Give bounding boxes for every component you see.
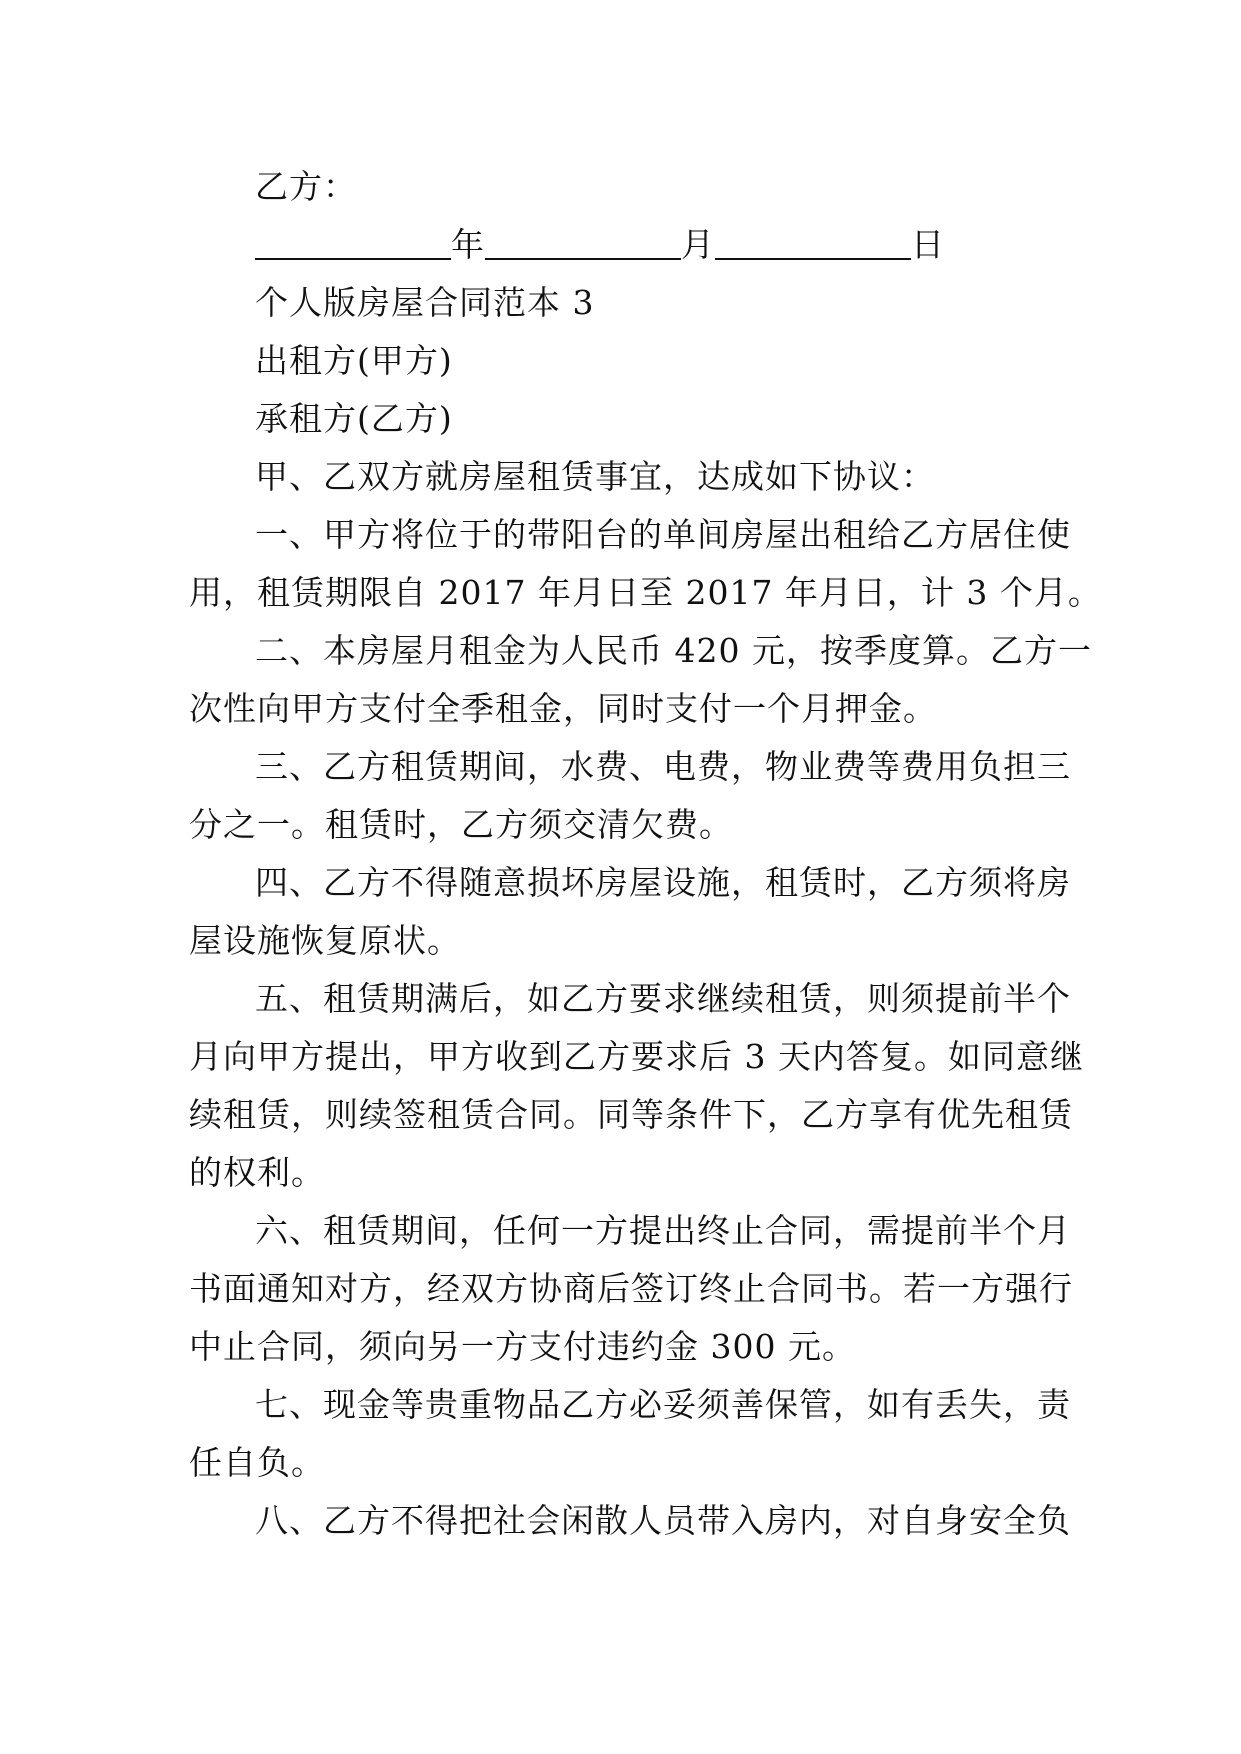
clause-line: 书面通知对方，经双方协商后签订终止合同书。若一方强行 bbox=[189, 1269, 1073, 1308]
clause-line: 七、现金等贵重物品乙方必妥须善保管，如有丢失，责 bbox=[255, 1385, 1071, 1424]
clause-line: 任自负。 bbox=[189, 1443, 325, 1482]
clause-line: 二、本房屋月租金为人民币 420 元，按季度算。乙方一 bbox=[255, 631, 1092, 670]
day-label: 日 bbox=[911, 225, 945, 264]
clause-line: 的权利。 bbox=[189, 1153, 325, 1192]
clause-line: 中止合同，须向另一方支付违约金 300 元。 bbox=[189, 1327, 856, 1366]
lessee-label: 承租方(乙方) bbox=[255, 399, 453, 438]
year-label: 年 bbox=[451, 225, 485, 264]
clause-line: 次性向甲方支付全季租金，同时支付一个月押金。 bbox=[189, 689, 937, 728]
clause-line: 续租赁，则续签租赁合同。同等条件下，乙方享有优先租赁 bbox=[189, 1095, 1073, 1134]
party-b-signature-label: 乙方： bbox=[255, 167, 357, 206]
clause-line: 用，租赁期限自 2017 年月日至 2017 年月日，计 3 个月。 bbox=[189, 573, 1102, 612]
clause-line: 一、甲方将位于的带阳台的单间房屋出租给乙方居住使 bbox=[255, 515, 1071, 554]
clause-line: 三、乙方租赁期间，水费、电费，物业费等费用负担三 bbox=[255, 747, 1071, 786]
lessor-label: 出租方(甲方) bbox=[255, 341, 453, 380]
clause-8 bbox=[189, 1492, 1071, 1550]
clause-5 bbox=[189, 970, 1084, 1202]
clause-6 bbox=[189, 1202, 1073, 1376]
clause-2 bbox=[189, 622, 1092, 738]
month-label: 月 bbox=[681, 225, 715, 264]
clause-line: 月向甲方提出，甲方收到乙方要求后 3 天内答复。如同意继 bbox=[189, 1037, 1084, 1076]
clause-1 bbox=[189, 506, 1102, 622]
month-blank bbox=[485, 228, 681, 260]
agreement-intro: 甲、乙双方就房屋租赁事宜，达成如下协议： bbox=[255, 457, 935, 496]
document-body bbox=[189, 158, 1102, 1550]
clause-7 bbox=[189, 1376, 1071, 1492]
clause-3 bbox=[189, 738, 1071, 854]
document-title: 个人版房屋合同范本 3 bbox=[255, 283, 595, 322]
clause-line: 屋设施恢复原状。 bbox=[189, 921, 461, 960]
clause-line: 五、租赁期满后，如乙方要求继续租赁，则须提前半个 bbox=[255, 979, 1071, 1018]
date-line bbox=[189, 216, 1057, 274]
clause-line: 八、乙方不得把社会闲散人员带入房内，对自身安全负 bbox=[255, 1501, 1071, 1540]
clause-4 bbox=[189, 854, 1071, 970]
day-blank bbox=[715, 228, 911, 260]
clause-line: 分之一。租赁时，乙方须交清欠费。 bbox=[189, 805, 733, 844]
year-blank bbox=[255, 228, 451, 260]
clause-line: 四、乙方不得随意损坏房屋设施，租赁时，乙方须将房 bbox=[255, 863, 1071, 902]
clause-line: 六、租赁期间，任何一方提出终止合同，需提前半个月 bbox=[255, 1211, 1071, 1250]
